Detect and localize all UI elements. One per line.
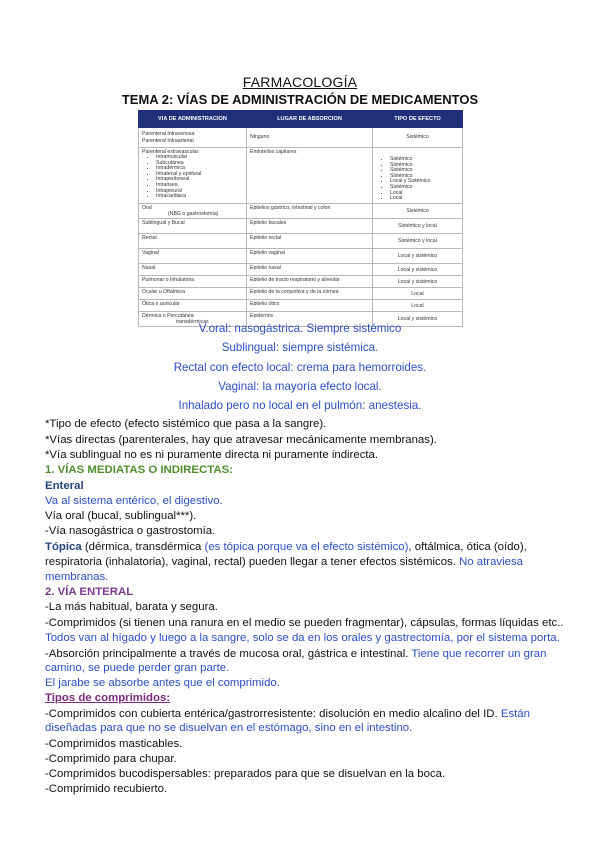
table-cell-note: (NBG o gastrostomía) xyxy=(168,211,219,218)
text-span: Tiene que recorrer un gran xyxy=(411,648,547,660)
table-cell-via: Vaginal xyxy=(139,249,247,264)
text-span: , oftálmica, ótica (oído), xyxy=(408,541,527,553)
table-row xyxy=(139,148,463,204)
table-cell-via: Rectal xyxy=(139,234,247,249)
table-cell-via: Ótica o auricular xyxy=(139,300,247,312)
table-cell-efecto: Local y sistémico xyxy=(373,249,463,264)
text-span: -Absorción principalmente a través de mucosa oral, gástrica e intestinal. xyxy=(45,648,412,660)
list-item: • Sistémico xyxy=(390,157,459,163)
list-item: • Local y Sistémico xyxy=(390,179,459,185)
table-cell-via xyxy=(139,204,247,219)
text-line xyxy=(45,707,558,722)
table-cell-text: Parenteral extravascular: xyxy=(142,149,200,155)
document-subtitle: TEMA 2: VÍAS DE ADMINISTRACIÓN DE MEDICAMENTOS xyxy=(121,92,479,107)
list-item: • Intrapleural xyxy=(156,189,243,195)
table-cell-efecto: Local y sistémico xyxy=(373,276,463,288)
table-row xyxy=(139,288,463,300)
table-cell-via: Pulmonar o Inhalatoria xyxy=(139,276,247,288)
table-cell-efecto: Sistémico xyxy=(373,204,463,219)
table-cell-lugar: Epitelio vaginal xyxy=(247,249,373,264)
topica-paragraph xyxy=(45,540,558,555)
topica-paragraph-2 xyxy=(45,555,558,570)
note-line: Inhalado pero no local en el pulmón: anestesia. xyxy=(178,399,422,412)
section-heading: 1. VÍAS MEDIATAS O INDIRECTAS: xyxy=(45,464,233,476)
table-cell-efecto: Local xyxy=(373,300,463,312)
table-cell-efecto: Sistémico xyxy=(373,128,463,148)
text-span: respiratoria (inhalatoria), vaginal, rectal) pueden llegar a tener efectos sistémicos. xyxy=(45,556,460,568)
document-title: FARMACOLOGÍA xyxy=(242,74,358,90)
table-cell-lugar: Endotelios capilares xyxy=(247,148,373,204)
text-line: -La más habitual, barata y segura. xyxy=(45,601,218,613)
table-row xyxy=(139,128,463,148)
table-cell-lugar: Epitelios gástrico, intestinal y colon xyxy=(247,204,373,219)
administration-routes-table xyxy=(138,110,463,327)
list-item: • Intracardiaca xyxy=(156,194,243,200)
table-header-cell: TIPO DE EFECTO xyxy=(373,111,463,128)
note-line: Sublingual: siempre sistémica. xyxy=(221,341,379,354)
text-line: -Comprimidos bucodispersables: preparados para que se disuelvan en la boca. xyxy=(45,768,446,780)
oral-line: Vía oral (bucal, sublingual***). xyxy=(45,510,197,522)
table-cell-efecto: Sistémico y local xyxy=(373,234,463,249)
text-span: (dérmica, transdérmica xyxy=(81,541,205,553)
text-line: -Comprimidos masticables. xyxy=(45,738,183,750)
list-item: • Sistémico xyxy=(390,168,459,174)
table-header-cell: VIA DE ADMINISTRACION xyxy=(139,111,247,128)
text-span: (es tópica porque va el efecto sistémico) xyxy=(204,541,409,553)
efecto-list xyxy=(376,157,459,202)
table-cell-efecto: Local y sistémico xyxy=(373,264,463,276)
table-cell-text: Dérmica o Percutánea xyxy=(142,313,194,320)
text-line: El jarabe se absorbe antes que el comprimido. xyxy=(45,677,280,689)
enteral-label: Enteral xyxy=(45,480,84,492)
star-note: *Vías directas (parenterales, hay que atravesar mecánicamente membranas). xyxy=(45,434,437,446)
table-cell-via: Nasal xyxy=(139,264,247,276)
list-item: • Intradérmica xyxy=(156,166,243,172)
topica-label: Tópica xyxy=(45,541,82,553)
list-item: • Intraósea xyxy=(156,183,243,189)
table-header-cell: LUGAR DE ABSORCION xyxy=(247,111,373,128)
list-item: • Local xyxy=(390,191,459,197)
tipos-heading: Tipos de comprimidos: xyxy=(45,692,171,704)
table-cell-text: Oral xyxy=(142,205,152,211)
text-line: -Comprimidos (si tienen una ranura en el medio se pueden fragmentar), cápsulas, formas líquidas etc.. xyxy=(45,617,564,629)
star-note: *Vía sublingual no es ni puramente directa ni puramente indirecta. xyxy=(45,449,379,461)
text-line: -Comprimido recubierto. xyxy=(45,783,168,795)
table-cell-via: Ocular u Oftálmica xyxy=(139,288,247,300)
note-line: V.oral: nasogástrica. Siempre sistémico xyxy=(198,322,402,335)
table-row xyxy=(139,264,463,276)
list-item: • Sistémico xyxy=(390,174,459,180)
table-cell-lugar: Epitelio nasal xyxy=(247,264,373,276)
list-item: • Local xyxy=(390,196,459,202)
table-cell-via xyxy=(139,148,247,204)
list-item: • Intramuscular xyxy=(156,155,243,161)
topica-end: membranas. xyxy=(45,571,109,583)
text-span: -Comprimidos con cubierta entérica/gastrorresistente: disolución en medio alcalino del ID. xyxy=(45,708,501,720)
table-cell-lugar: Epitelio de la conjuntiva y de la córnea xyxy=(247,288,373,300)
table-cell-lugar: Epitelio rectal xyxy=(247,234,373,249)
enteral-description: Va al sistema entérico, el digestivo. xyxy=(45,495,223,507)
table-cell-efecto: Local y sistémico xyxy=(373,312,463,327)
table-cell-efecto: Local xyxy=(373,288,463,300)
star-note: *Tipo de efecto (efecto sistémico que pasa a la sangre). xyxy=(45,418,327,430)
table-row xyxy=(139,234,463,249)
text-line xyxy=(45,647,558,662)
text-line: diseñadas para que no se disuelvan en el estómago, sino en el intestino. xyxy=(45,722,413,734)
note-line: Vaginal: la mayoría efecto local. xyxy=(218,380,382,393)
list-item: • Intratecal y epidural xyxy=(156,172,243,178)
list-item: • Sistémico xyxy=(390,185,459,191)
text-line: Todos van al hígado y luego a la sangre, solo se da en los orales y gastrectomía, por el sistema porta. xyxy=(45,632,560,644)
table-cell-lugar: Epidermis xyxy=(247,312,373,327)
table-cell-lugar: Epitelio ótico xyxy=(247,300,373,312)
list-item: • Sistémico xyxy=(390,163,459,169)
nasogastric-line: -Vía nasogástrica o gastrostomía. xyxy=(45,525,216,537)
table-header-row xyxy=(139,111,463,128)
note-line: Rectal con efecto local: crema para hemorroides. xyxy=(173,361,427,374)
table-cell-efecto xyxy=(373,148,463,204)
via-list xyxy=(142,155,243,200)
list-item: • Intraperitoneal xyxy=(156,177,243,183)
text-line: -Comprimido para chupar. xyxy=(45,753,177,765)
table-cell-lugar: Epitelio de tracto respiratorio y alveolar xyxy=(247,276,373,288)
table-row xyxy=(139,300,463,312)
table-row xyxy=(139,276,463,288)
table-row xyxy=(139,219,463,234)
text-span: Están xyxy=(500,708,530,720)
list-item: • Subcutánea xyxy=(156,161,243,167)
table-cell-via: Parenteral Intravenosa Parenteral Intraarterial xyxy=(139,128,247,148)
text-line: camino, se puede perder gran parte. xyxy=(45,662,230,674)
table-cell-lugar: Epitelio bucales xyxy=(247,219,373,234)
table-cell-via: Sublingual y Bucal xyxy=(139,219,247,234)
section-heading: 2. VÍA ENTERAL xyxy=(45,586,134,598)
table-cell-lugar: Ninguno xyxy=(247,128,373,148)
table-cell-efecto: Sistémico y local xyxy=(373,219,463,234)
table-cell-note: transdérmicas xyxy=(176,319,209,326)
text-span: No atraviesa xyxy=(459,556,524,568)
table-row xyxy=(139,249,463,264)
table-row xyxy=(139,204,463,219)
